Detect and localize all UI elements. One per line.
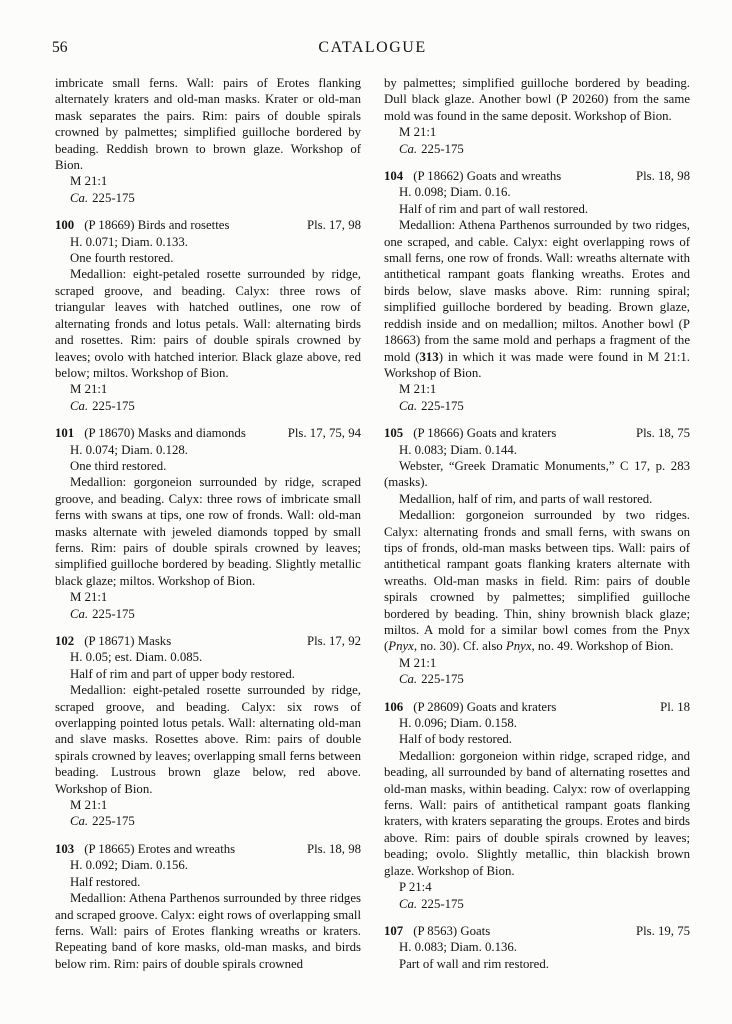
findspot-line: P 21:4 [399,880,432,895]
entry-title: (P 28609) Goats and kraters [413,699,557,714]
condition-line: Half restored. [70,874,141,889]
entry-title: (P 8563) Goats [413,923,491,938]
running-header [52,39,690,62]
description-text: no. 49. Workshop of Bion. [534,639,674,654]
entry-header [384,168,690,184]
entry-104 [384,168,690,414]
date-line [384,896,690,912]
condition-line: Half of rim and part of upper body restored. [70,666,295,681]
findspot-line: M 21:1 [70,174,108,189]
ca-label: Ca. [399,672,418,687]
right-column [384,75,690,972]
page-number: 56 [52,39,68,56]
description-text: Medallion: gorgoneion surrounded by two ridges. Calyx: alternating fronds and small ferns, with swans on tips of fronds, old-man masks between tips. Wall: pairs of antithetical rampant goats flanking kraters alternate with wreaths. Old-man masks in field. Rim: pairs of double spirals crowned by palmettes; simplified guilloche bordered by beading. Thin, shiny brownish black glaze; miltos. A mold for a similar bowl comes from the Pnyx ( [384,508,690,654]
bibliography-line: Webster, “Greek Dramatic Monuments,” C 17, p. 283 (masks). [384,458,690,490]
entry-number: 103 [55,841,75,856]
entry-number: 107 [384,923,404,938]
plate-refs: Pls. 18, 98 [635,169,690,184]
ca-label: Ca. [70,398,89,413]
entry-103 [55,841,361,972]
description-paragraph: Medallion: eight-petaled rosette surrounded by ridge, scraped groove, and beading. Calyx: three rows of triangular leaves with hatched outlines, one row of alternating fronds and lotus petals. Wall: alternating birds and rosettes. Rim: pairs of double spirals crowned by leaves; ovolo with hatched interior. Black glaze above, red below; miltos. Workshop of Bion. [55,267,361,380]
date-value: 225-175 [421,672,464,687]
dimensions-line: H. 0.098; Diam. 0.16. [399,185,511,200]
description-paragraph: Medallion: Athena Parthenos surrounded by three ridges and scraped groove. Calyx: eight rows of overlapping small ferns. Wall: pairs of Erotes flanking wreaths or kraters. Repeating band of kore masks, old-man masks, and birds below rim. Rim: pairs of double spirals crowned [55,891,361,971]
date-line [55,190,361,206]
entry-title: (P 18670) Masks and diamonds [84,426,246,441]
description-paragraph: Medallion: gorgoneion within ridge, scraped ridge, and beading, all surrounded by band of alternating rosettes and old-man masks, within beading. Calyx: row of overlapping ferns. Wall: pairs of antithetical rampant goats flanking kraters, with kraters separating the groups. Erotes and birds above. Rim: pairs of double spirals crowned by leaves; beading; ovolo. Slightly metallic, thin blackish brown glaze. Workshop of Bion. [384,748,690,878]
entry-header [384,699,690,715]
findspot-line: M 21:1 [70,798,108,813]
description-paragraph: Medallion: gorgoneion surrounded by ridge, scraped groove, and beading. Calyx: three rows of imbricate small ferns with swans at tips, one row of fronds. Wall: old-man masks alternate with jeweled diamonds topped by small ferns. Rim: pairs of double spirals crowned by leaves; simplified guilloche bordered by beading. Slightly metallic black glaze; miltos. Workshop of Bion. [55,475,361,588]
dimensions-line: H. 0.092; Diam. 0.156. [70,858,189,873]
date-value: 225-175 [92,398,135,413]
description-paragraph [384,507,690,655]
plate-refs: Pls. 18, 98 [306,841,361,856]
dimensions-line: H. 0.074; Diam. 0.128. [70,442,189,457]
pnyx-italic: Pnyx, [388,639,418,654]
entry-header [384,923,690,939]
text-columns [55,75,690,972]
entry-101 [55,425,361,622]
plate-refs: Pl. 18 [660,699,690,714]
continued-paragraph: by palmettes; simplified guilloche bordered by beading. Dull black glaze. Another bowl (P 20260) from the same mold was found in the same deposit. Workshop of Bion. [384,76,690,123]
ca-label: Ca. [70,190,89,205]
entry-number: 104 [384,169,404,184]
entry-title: (P 18662) Goats and wreaths [413,169,562,184]
ca-label: Ca. [70,814,89,829]
description-text: Medallion: Athena Parthenos surrounded by two ridges, one scraped, and cable. Calyx: eight overlapping rows of small ferns, one row of fronds. Wall: wreaths alternate with antithetical rampant goats flanking wreaths. Erotes and birds below, slave masks above. Rim: running spiral; simplified guilloche bordered by beading. Brown glaze, reddish inside and on medallion; miltos. Another bowl (P 18663) from the same mold and perhaps a fragment of the mold ( [384,218,690,364]
entry-header [55,633,361,649]
entry-number: 105 [384,426,404,441]
date-value: 225-175 [421,896,464,911]
ca-label: Ca. [399,896,418,911]
description-text: ) in which it was made were found in M 21:1. Workshop of Bion. [384,349,690,380]
description-text: no. 30). Cf. also [417,639,506,654]
dimensions-line: H. 0.083; Diam. 0.136. [399,940,518,955]
plate-refs: Pls. 18, 75 [635,426,690,441]
condition-line: Half of body restored. [399,732,513,747]
findspot-line: M 21:1 [399,125,437,140]
findspot-line: M 21:1 [399,655,437,670]
findspot-line: M 21:1 [70,590,108,605]
entry-header [55,841,361,857]
entry-title: (P 18669) Birds and rosettes [84,218,230,233]
date-line [55,813,361,829]
dimensions-line: H. 0.083; Diam. 0.144. [399,442,518,457]
date-value: 225-175 [421,141,464,156]
plate-refs: Pls. 19, 75 [635,923,690,938]
condition-line: Medallion, half of rim, and parts of wall restored. [399,491,653,506]
entry-number: 101 [55,426,75,441]
left-column [55,75,361,972]
continued-paragraph: imbricate small ferns. Wall: pairs of Erotes flanking alternately kraters and old-man masks. Krater or old-man mask separates the pairs. Rim: pairs of double spirals crowned by palmettes; simplified guilloche bordered by beading. Reddish brown to brown glaze. Workshop of Bion. [55,76,361,173]
ca-label: Ca. [399,398,418,413]
dimensions-line: H. 0.05; est. Diam. 0.085. [70,650,203,665]
entry-number: 102 [55,634,75,648]
ca-label: Ca. [399,141,418,156]
date-line [55,398,361,414]
entry-header [384,425,690,441]
entry-title: (P 18671) Masks [84,634,172,648]
plate-refs: Pls. 17, 98 [306,218,361,233]
condition-line: One fourth restored. [70,251,174,266]
condition-line: Half of rim and part of wall restored. [399,201,589,216]
entry-102 [55,633,361,830]
entry-header [55,217,361,233]
date-value: 225-175 [92,814,135,829]
pnyx-italic: Pnyx, [505,639,535,654]
date-value: 225-175 [92,190,135,205]
description-paragraph [384,217,690,381]
date-value: 225-175 [92,606,135,621]
plate-refs: Pls. 17, 75, 94 [287,426,361,441]
dimensions-line: H. 0.071; Diam. 0.133. [70,234,189,249]
date-line [384,671,690,687]
date-value: 225-175 [421,398,464,413]
entry-105 [384,425,690,688]
entry-100 [55,217,361,414]
mold-number-bold: 313 [419,349,439,364]
entry-number: 100 [55,218,75,233]
entry-106 [384,699,690,912]
entry-number: 106 [384,699,404,714]
entry-title: (P 18666) Goats and kraters [413,426,557,441]
plate-refs: Pls. 17, 92 [306,634,361,648]
date-line [55,606,361,622]
date-line [384,141,690,157]
condition-line: One third restored. [70,458,167,473]
date-line [384,398,690,414]
entry-107 [384,923,690,972]
findspot-line: M 21:1 [70,382,108,397]
dimensions-line: H. 0.096; Diam. 0.158. [399,716,518,731]
description-paragraph: Medallion: eight-petaled rosette surrounded by ridge, scraped groove, and beading. Calyx: six rows of overlapping pointed lotus petals. Wall: alternating old-man and slave masks. Rosettes above. Rim: pairs of double spirals crowned by leaves; overlapping small ferns between beading. Lustrous brown glaze below, red above. Workshop of Bion. [55,683,361,796]
entry-header [55,425,361,441]
findspot-line: M 21:1 [399,382,437,397]
entry-title: (P 18665) Erotes and wreaths [84,841,236,856]
condition-line: Part of wall and rim restored. [399,956,549,971]
ca-label: Ca. [70,606,89,621]
page-title: CATALOGUE [318,39,427,56]
